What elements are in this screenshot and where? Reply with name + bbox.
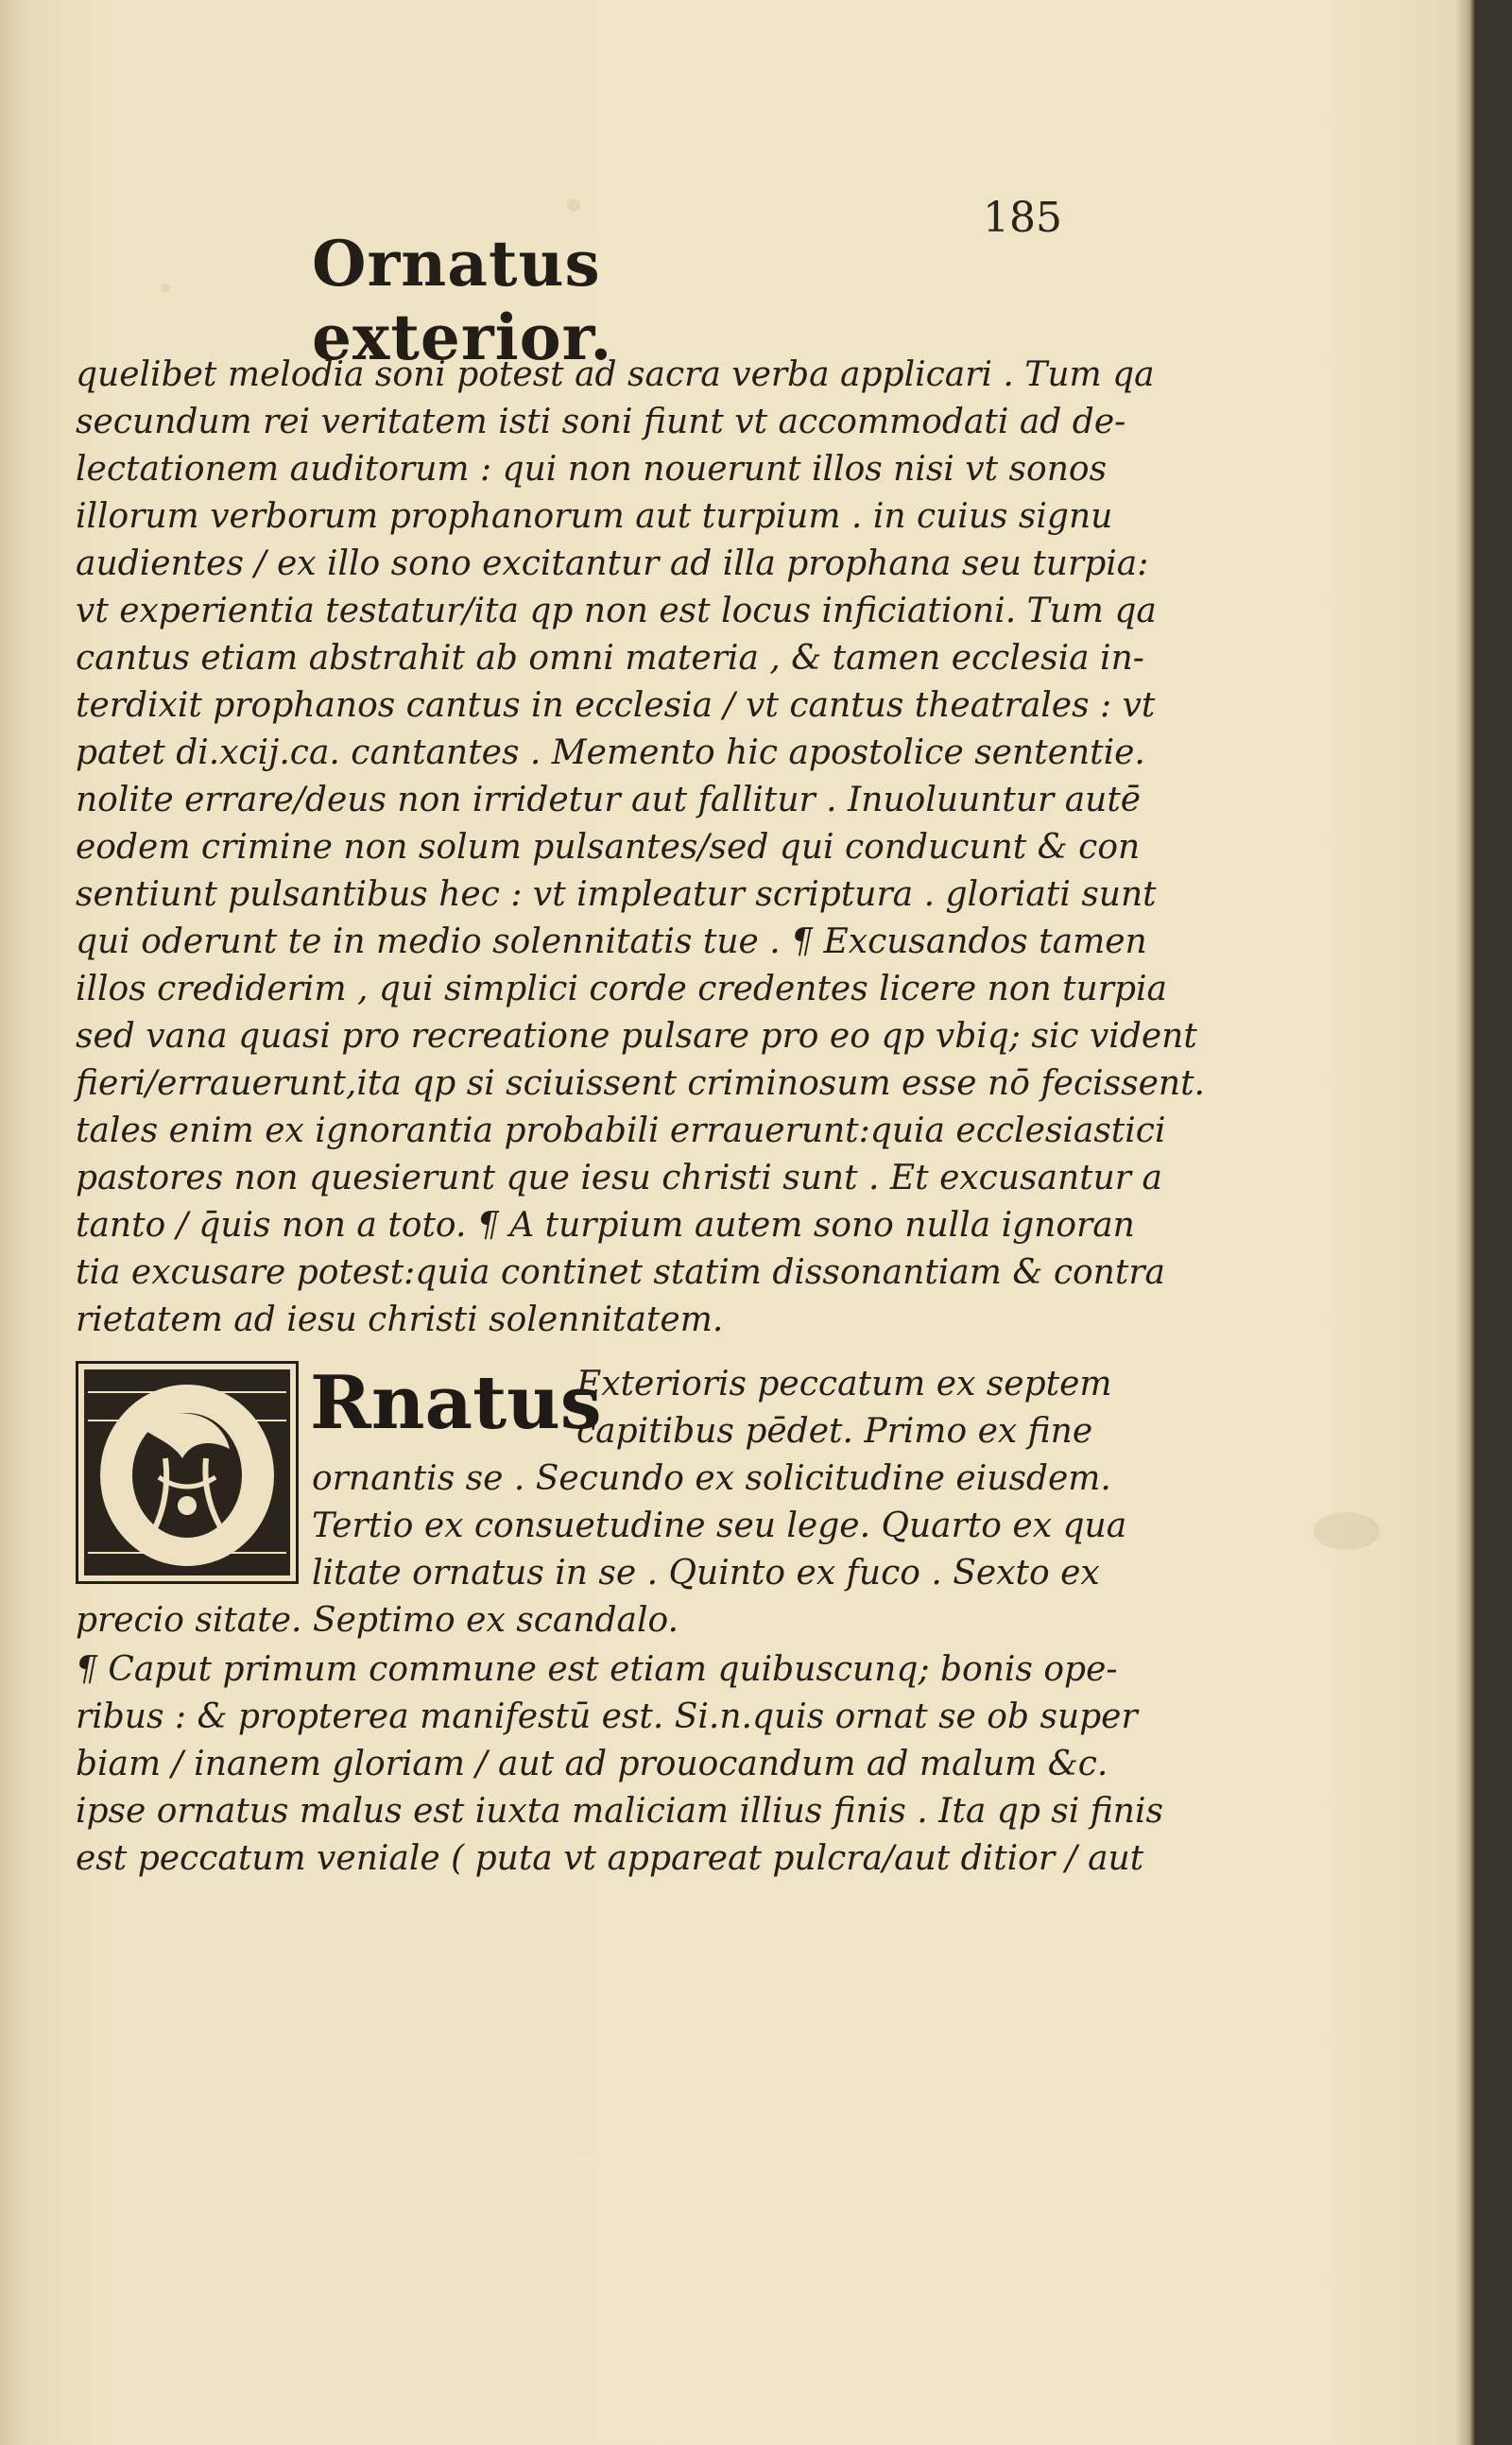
text-line: lectationem auditorum : qui non nouerunt illos nisi vt sonos bbox=[76, 450, 1108, 489]
text-line: secundum rei veritatem isti soni fiunt vt accommodati ad de- bbox=[76, 403, 1126, 441]
running-head: Ornatus exterior. bbox=[312, 227, 613, 374]
text-line: ¶ Caput primum commune est etiam quibuscunq; bonis ope- bbox=[76, 1650, 1118, 1689]
book-fore-edge bbox=[1476, 0, 1512, 2445]
text-line: cantus etiam abstrahit ab omni materia , & tamen ecclesia in- bbox=[76, 639, 1144, 678]
lower-text-block bbox=[76, 1646, 1163, 1883]
paper-stain bbox=[1314, 1512, 1380, 1550]
section-text-line: Tertio ex consuetudine seu lege. Quarto ex qua bbox=[312, 1507, 1127, 1545]
paper-stain bbox=[161, 284, 170, 293]
text-line: tanto / q̄uis non a toto. ¶ A turpium autem sono nulla ignoran bbox=[76, 1206, 1135, 1245]
text-line: est peccatum veniale ( puta vt appareat pulcra/aut ditior / aut bbox=[76, 1839, 1144, 1878]
text-line: ipse ornatus malus est iuxta maliciam illius finis . Ita qp si finis bbox=[76, 1792, 1163, 1831]
paper-stain bbox=[567, 198, 580, 212]
section-text-line: ornantis se . Secundo ex solicitudine eiusdem. bbox=[312, 1459, 1111, 1498]
text-line: rietatem ad iesu christi solennitatem. bbox=[76, 1300, 724, 1339]
text-line: tales enim ex ignorantia probabili errauerunt:quia ecclesiastici bbox=[76, 1111, 1166, 1150]
section-headword: Rnatus bbox=[310, 1360, 602, 1446]
section-text-line: Exterioris peccatum ex septem bbox=[576, 1365, 1112, 1403]
folio-number: 185 bbox=[983, 194, 1062, 242]
section-text-line: capitibus pēdet. Primo ex fine bbox=[576, 1412, 1093, 1451]
section-text-line: precio sitate. Septimo ex scandalo. bbox=[76, 1601, 679, 1640]
woodcut-initial-icon bbox=[78, 1364, 296, 1581]
main-text-block bbox=[76, 352, 1205, 1344]
text-line: terdixit prophanos cantus in ecclesia / vt cantus theatrales : vt bbox=[76, 686, 1156, 725]
text-line: audientes / ex illo sono excitantur ad illa prophana seu turpia: bbox=[76, 544, 1149, 583]
text-line: quelibet melodia soni potest ad sacra verba applicari . Tum qa bbox=[76, 355, 1155, 394]
text-line: pastores non quesierunt que iesu christi sunt . Et excusantur a bbox=[76, 1159, 1162, 1197]
text-line: fieri/errauerunt,ita qp si sciuissent criminosum esse nō fecissent. bbox=[76, 1064, 1205, 1103]
decorated-initial-o bbox=[76, 1361, 299, 1584]
text-line: tia excusare potest:quia continet statim dissonantiam & contra bbox=[76, 1253, 1166, 1292]
text-line: qui oderunt te in medio solennitatis tue . ¶ Excusandos tamen bbox=[76, 922, 1147, 961]
text-line: patet di.xcij.ca. cantantes . Memento hic apostolice sententie. bbox=[76, 733, 1145, 772]
text-line: biam / inanem gloriam / aut ad prouocandum ad malum &c. bbox=[76, 1745, 1108, 1783]
text-line: vt experientia testatur/ita qp non est locus inficiationi. Tum qa bbox=[76, 592, 1157, 630]
text-line: illorum verborum prophanorum aut turpium . in cuius signu bbox=[76, 497, 1113, 536]
text-line: nolite errare/deus non irridetur aut fallitur . Inuoluuntur autē bbox=[76, 781, 1142, 819]
section-text-line: litate ornatus in se . Quinto ex fuco . Sexto ex bbox=[312, 1554, 1100, 1593]
text-line: eodem crimine non solum pulsantes/sed qui conducunt & con bbox=[76, 828, 1141, 867]
text-line: sed vana quasi pro recreatione pulsare pro eo qp vbiq; sic vident bbox=[76, 1017, 1197, 1056]
text-line: sentiunt pulsantibus hec : vt impleatur scriptura . gloriati sunt bbox=[76, 875, 1157, 914]
text-line: ribus : & propterea manifestū est. Si.n.quis ornat se ob super bbox=[76, 1697, 1138, 1736]
text-line: illos crediderim , qui simplici corde credentes licere non turpia bbox=[76, 970, 1167, 1008]
